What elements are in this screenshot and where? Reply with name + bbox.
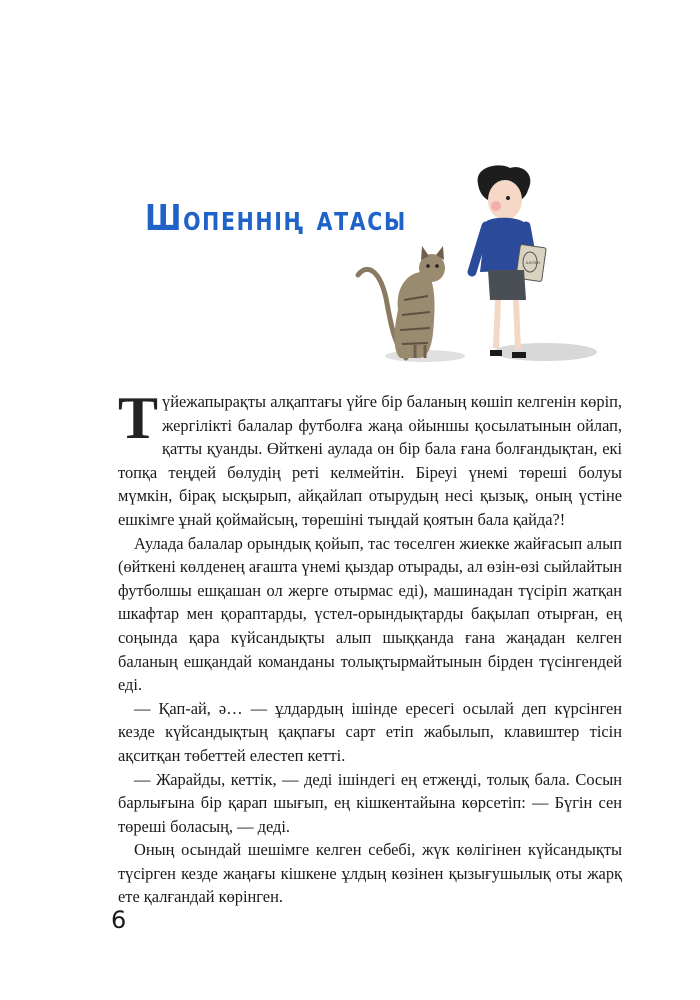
book-label: ШОПЕН bbox=[526, 261, 540, 265]
drop-cap: Т bbox=[118, 385, 159, 451]
paragraph-2: Аулада балалар орындық қойып, тас төселген жиекке жайғасып алып (өйткені көлденең ағашта үнемі қыздар отырады, ал өзін-өзі сыйлайтын футболшы ешқашан ол жерге отырмас еді), машинадан түсіріп жатқан шкафтар мен қораптарды, үстел-орындықтарды бақылап отырған, ең соңында қара күйсандықты алып шыққанда ғана жаңадан келген баланың ешқандай команданы толықтырмайтынын бірден түсінгендей еді. bbox=[118, 533, 622, 695]
chapter-title: Шопеннің атасы bbox=[145, 198, 407, 239]
boy-figure bbox=[472, 165, 546, 358]
illustration bbox=[340, 160, 600, 375]
paragraph-4: — Жарайды, кеттік, — деді ішіндегі ең етжеңді, толық бала. Сосын барлығына бір қарап шығып, ең кішкентайына көрсетіп: — Бүгін сен төреші боласың, — деді. bbox=[118, 769, 622, 836]
paragraph-5: Оның осындай шешімге келген себебі, жүк көлігінен күйсандықты түсірген кезде жаңағы кішкене ұлдың көзінен қызығушылық оты жарқ ете қалғандай көрінген. bbox=[118, 840, 622, 907]
paragraph-1-text: үйежапырақты алқаптағы үйге бір баланың көшіп келгенін көріп, жергілікті балалар футболға жаңа ойыншы қосылатынын ойлап, қатты қуанды. Өйткені аулада он бір бала ғана болғандықтан, екі топқа теңдей бөлудің реті келмейтін. Біреуі үнемі төреші болуы мүмкін, бірақ ысқырып, айқайлап отырудың несі қызық, оның үстіне ешкімге ұнай қоймайсың, төрешіні тыңдай қоятын бала қайда?! bbox=[118, 392, 622, 529]
page-number: 6 bbox=[111, 906, 127, 934]
boy-shadow bbox=[493, 343, 597, 361]
cat-figure bbox=[358, 246, 445, 358]
body-text bbox=[118, 385, 622, 909]
paragraph-1 bbox=[118, 385, 622, 532]
paragraph-3: — Қап-ай, ә… — ұлдардың ішінде ересегі осылай деп күрсінген кезде күйсандықтың қақпағы сарт етіп жабылып, клавиштер тісін ақситқан төбеттей елестеп кетті. bbox=[118, 698, 622, 765]
